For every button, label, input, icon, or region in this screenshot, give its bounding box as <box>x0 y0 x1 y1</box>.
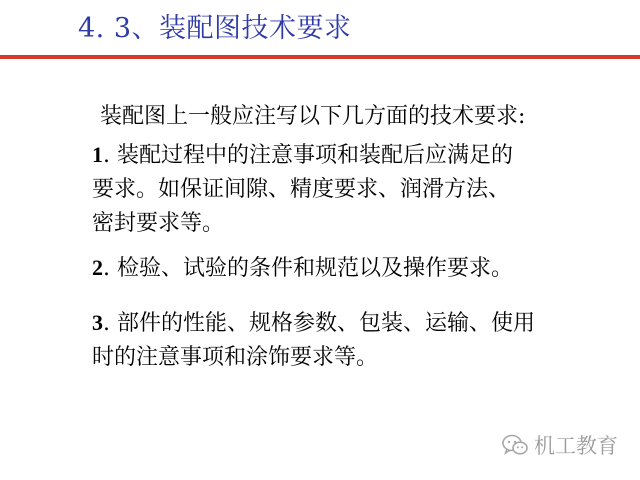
list-item-number: 1 <box>92 142 103 167</box>
list-item-3-line-2: 时的注意事项和涂饰要求等。 <box>92 345 379 370</box>
list-item-text: . 检验、试验的条件和规范以及操作要求。 <box>103 256 513 281</box>
wechat-icon <box>502 434 528 456</box>
slide-title: 4. 3、装配图技术要求 <box>78 13 352 44</box>
title-divider <box>0 55 640 59</box>
list-item-2 <box>92 251 612 286</box>
list-item-1-line-1 <box>92 138 612 173</box>
watermark-text: 机工教育 <box>534 434 618 458</box>
list-item-text: . 部件的性能、规格参数、包装、运输、使用 <box>103 311 535 336</box>
list-item-1 <box>92 138 612 241</box>
list-item-1-line-2: 要求。如保证间隙、精度要求、润滑方法、 <box>92 177 511 202</box>
list-item-3 <box>92 306 612 375</box>
list-item-1-line-3: 密封要求等。 <box>92 211 225 236</box>
list-item-number: 2 <box>92 255 103 280</box>
list-item-number: 3 <box>92 310 103 335</box>
watermark <box>502 430 618 460</box>
slide-content <box>92 100 612 389</box>
title-bar <box>0 0 640 56</box>
list-item-2-line-1 <box>92 251 612 286</box>
intro-text: 装配图上一般应注写以下几方面的技术要求: <box>100 104 526 129</box>
list-item-3-line-1 <box>92 306 612 341</box>
list-item-text: . 装配过程中的注意事项和装配后应满足的 <box>103 143 513 168</box>
